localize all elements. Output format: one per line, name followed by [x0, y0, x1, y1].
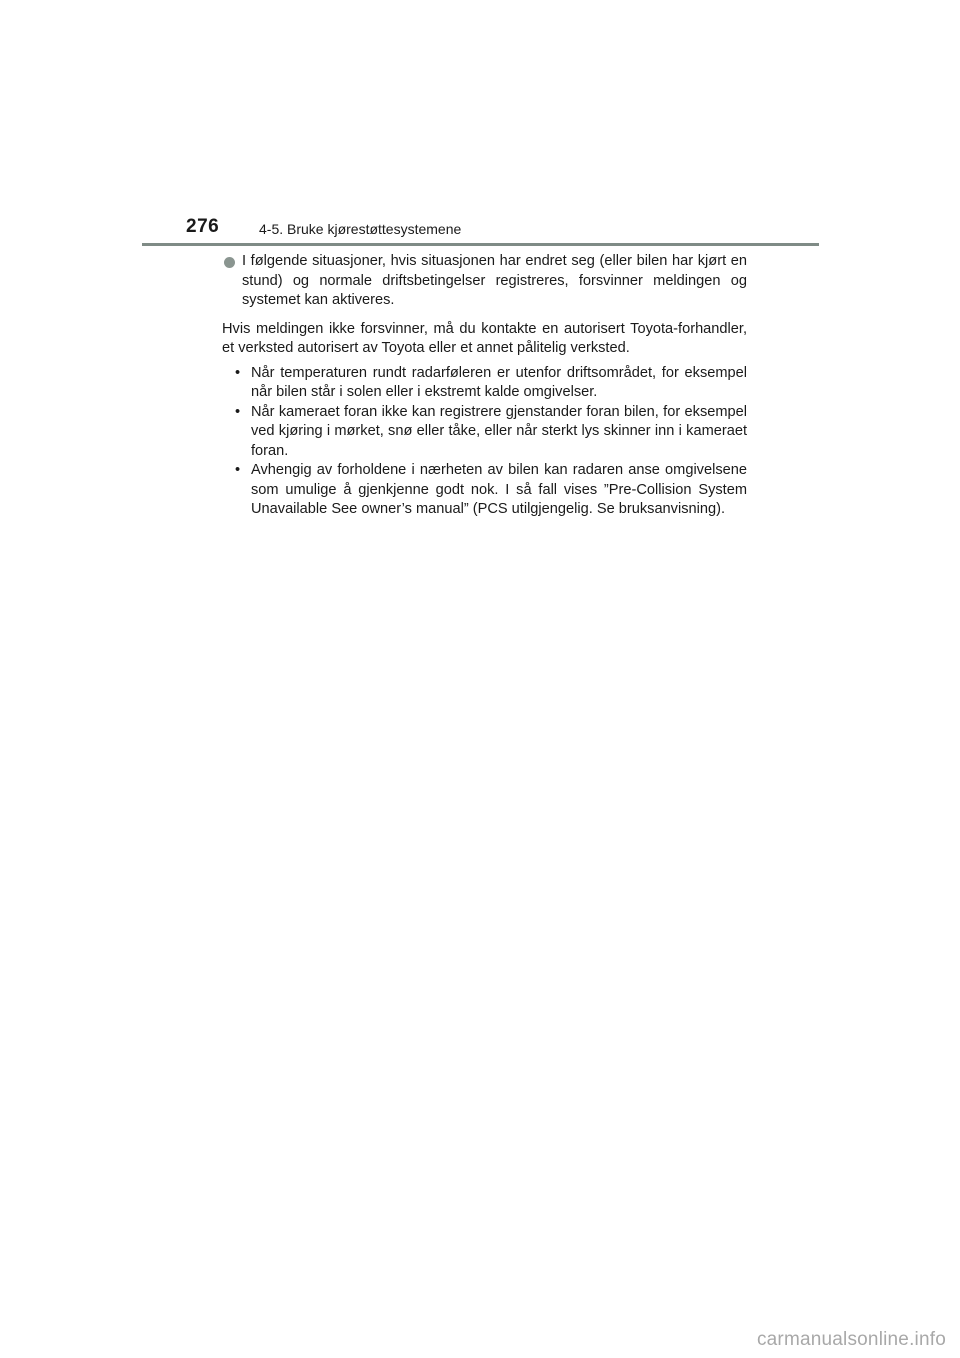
- page-header: [0, 0, 960, 250]
- circle-bullet-icon: [224, 257, 235, 268]
- list-item: [222, 461, 747, 520]
- note-block: [222, 252, 747, 311]
- header-divider: [142, 243, 819, 246]
- list-item: [222, 364, 747, 403]
- page-content: [222, 252, 747, 520]
- list-item-text: Når kameraet foran ikke kan registrere gjenstander foran bilen, for eksempel ved kjøring i mørket, snø eller tåke, eller når sterkt lys skinner inn i kameraet foran.: [251, 403, 747, 459]
- section-title: 4-5. Bruke kjørestøttesystemene: [259, 221, 462, 237]
- bullet-icon: •: [235, 462, 241, 478]
- dealer-contact-paragraph: Hvis meldingen ikke forsvinner, må du kontakte en autorisert Toyota-forhandler, et verksted autorisert av Toyota eller et annet pålitelig verksted.: [222, 320, 747, 356]
- watermark-logo: carmanualsonline.info: [756, 1329, 946, 1350]
- list-item-text: Avhengig av forholdene i nærheten av bilen kan radaren anse omgivelsene som umulige å gjenkjenne godt nok. I så fall vises ”Pre-Collision System Unavailable See owner’s manual” (PCS utilgjengelig. Se bruksanvisning).: [251, 462, 747, 517]
- conditions-list: [222, 364, 747, 520]
- note-text: I følgende situasjoner, hvis situasjonen har endret seg (eller bilen har kjørt en stund) og normale driftsbetingelser registreres, forsvinner meldingen og systemet kan aktiveres.: [242, 253, 747, 308]
- list-item-text: Når temperaturen rundt radarføleren er utenfor driftsområdet, for eksempel når bilen står i solen eller i ekstremt kalde omgivelser.: [251, 364, 747, 400]
- page-number: 276: [186, 216, 220, 237]
- bullet-icon: •: [235, 403, 241, 420]
- list-item: [222, 403, 747, 462]
- bullet-icon: •: [235, 364, 241, 381]
